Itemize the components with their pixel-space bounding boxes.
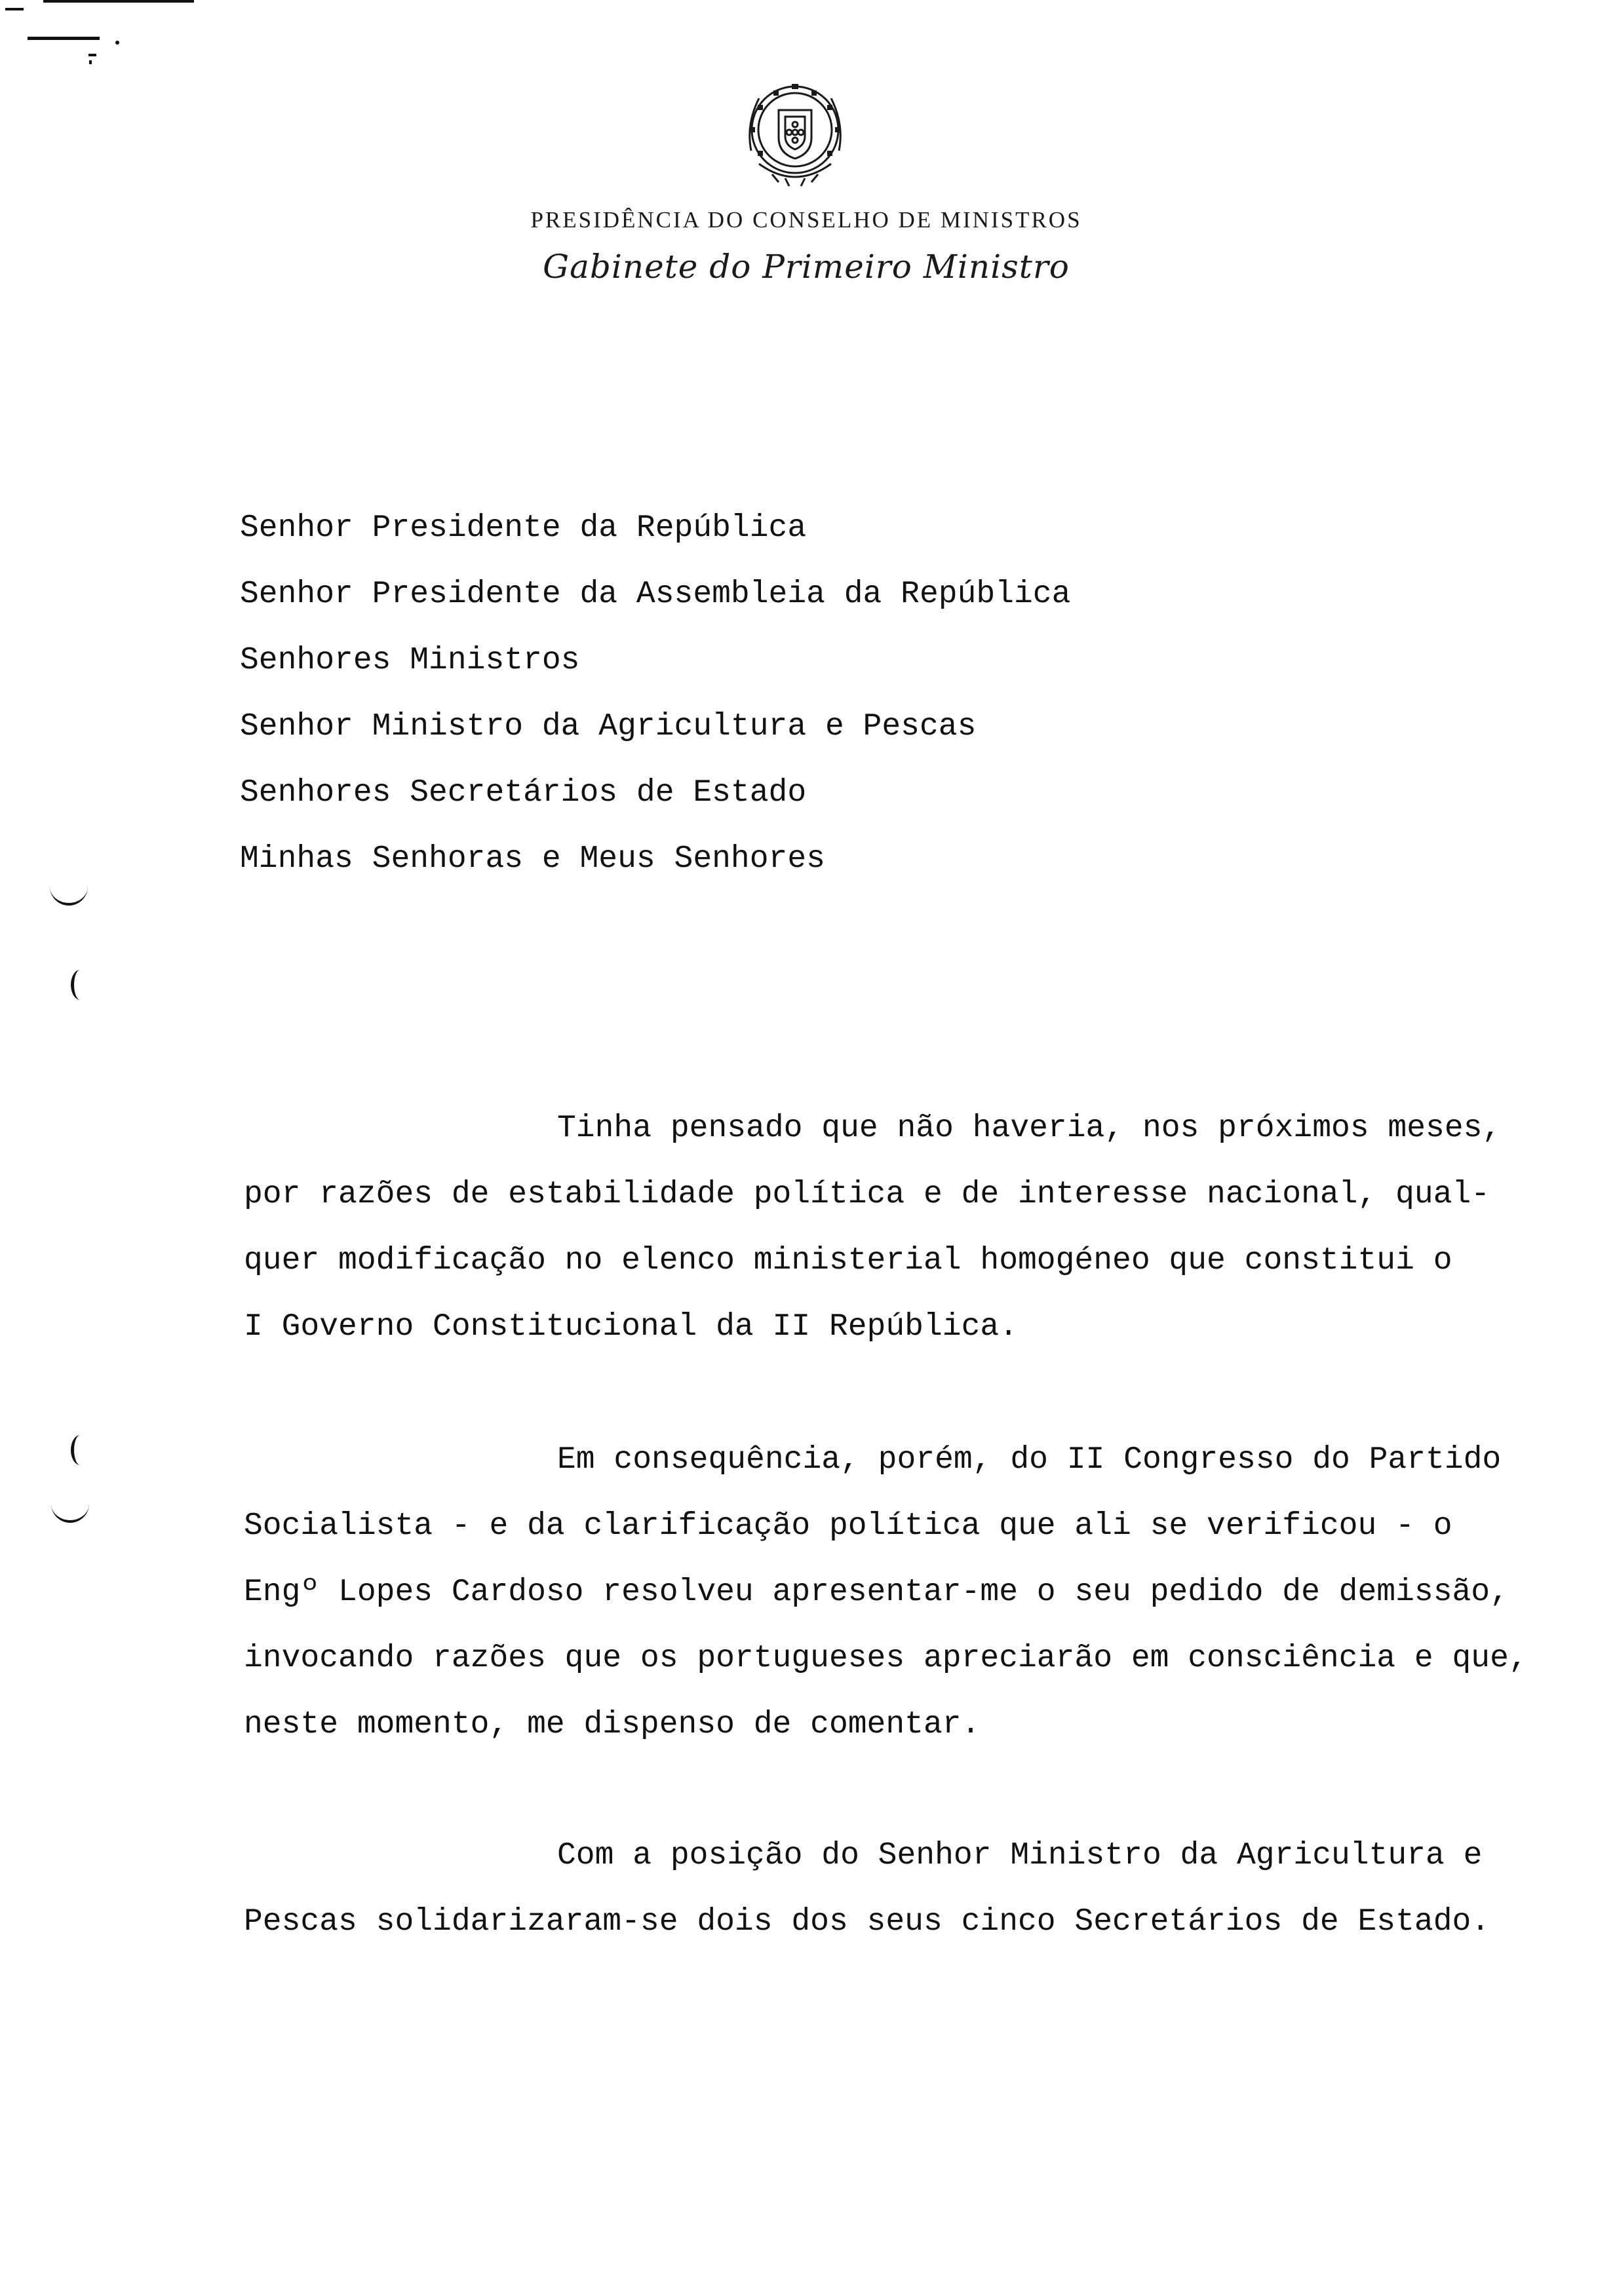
letterhead-title: PRESIDÊNCIA DO CONSELHO DE MINISTROS: [530, 207, 1082, 233]
paragraph-line: por razões de estabilidade política e de interesse nacional, qual-: [244, 1177, 1490, 1212]
scan-mark: [28, 37, 100, 40]
scan-mark: [89, 60, 92, 64]
paragraph-line: quer modificação no elenco ministerial homogéneo que constitui o: [244, 1243, 1452, 1278]
binding-hole-mark: [51, 1501, 89, 1523]
paragraph-line: Com a posição do Senhor Ministro da Agricultura e: [557, 1838, 1483, 1873]
letterhead-subtitle: Gabinete do Primeiro Ministro: [543, 248, 1070, 286]
scan-mark: [43, 0, 194, 3]
paragraph-line: Em consequência, porém, do II Congresso do Partido: [557, 1442, 1502, 1478]
body-paragraph: [244, 1823, 1568, 1955]
binding-hole-mark: [50, 883, 88, 906]
paragraph-line: neste momento, me dispenso de comentar.: [244, 1707, 981, 1742]
binding-hole-mark: [71, 970, 90, 1000]
scan-mark: [115, 41, 119, 45]
salutation-line: Senhores Secretários de Estado: [240, 775, 807, 811]
salutation-line: Senhor Ministro da Agricultura e Pescas: [240, 709, 977, 744]
paragraph-line: Socialista - e da clarificação política que ali se verificou - o: [244, 1508, 1452, 1544]
portuguese-coat-of-arms-icon: [733, 72, 857, 197]
paragraph-line: Tinha pensado que não haveria, nos próximos meses,: [557, 1111, 1502, 1146]
salutation-list: [240, 495, 1070, 892]
scan-mark: [88, 54, 96, 56]
paragraph-line: I Governo Constitucional da II República.: [244, 1309, 1018, 1345]
paragraph-line: invocando razões que os portugueses apreciarão em consciência e que,: [244, 1641, 1528, 1676]
salutation-line: Minhas Senhoras e Meus Senhores: [240, 841, 825, 877]
paragraph-line: Pescas solidarizaram-se dois dos seus cinco Secretários de Estado.: [244, 1904, 1490, 1940]
salutation-line: Senhor Presidente da Assembleia da República: [240, 577, 1071, 612]
salutation-line: Senhor Presidente da República: [240, 510, 807, 546]
salutation-line: Senhores Ministros: [240, 643, 580, 678]
binding-hole-mark: [71, 1435, 90, 1465]
body-paragraph: [244, 1096, 1568, 1360]
scan-mark: [5, 8, 24, 10]
body-paragraph: [244, 1427, 1568, 1758]
paragraph-line: Engº Lopes Cardoso resolveu apresentar-me o seu pedido de demissão,: [244, 1575, 1509, 1610]
